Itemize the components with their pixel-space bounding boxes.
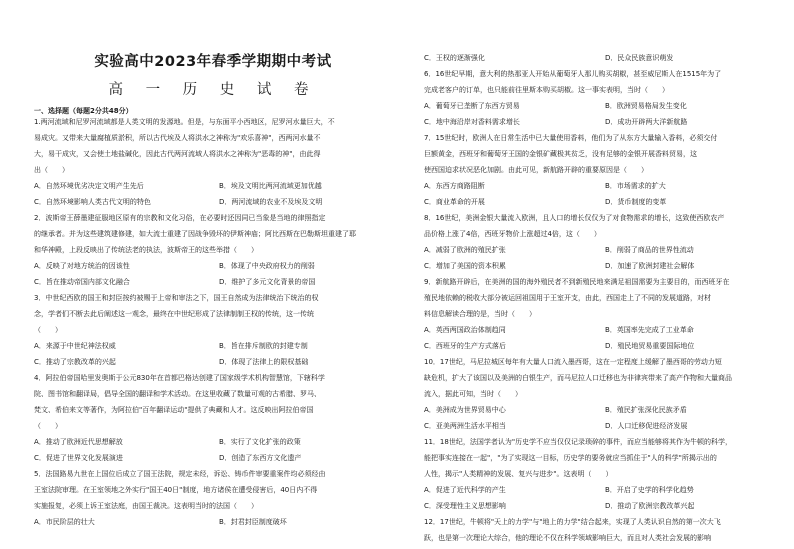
question-5 xyxy=(34,466,404,530)
option-b[interactable]: B．封君封臣制度破坏 xyxy=(219,518,287,526)
question-12 xyxy=(424,514,786,546)
question-line: 梵文、希伯来文等著作，为阿拉伯"百年翻译运动"提供了典藏和人才。这反映出阿拉伯帝国 xyxy=(34,406,314,414)
option-d[interactable]: D．推动了欧洲宗教改革兴起 xyxy=(605,502,695,510)
option-b[interactable]: B．埃及文明比两河流域更加优越 xyxy=(219,182,322,190)
option-b[interactable]: B．旨在排斥制欧的封建专制 xyxy=(219,342,308,350)
options xyxy=(424,98,786,130)
option-b[interactable]: B．殖民扩张深化民族矛盾 xyxy=(605,406,687,414)
question-line: 5．法国路易九世在上国位后成立了国王法院，规定未经，诉讼、铸币件审要重案件均必须经由 xyxy=(34,470,326,478)
question-line: 巨额黄金，西班牙和葡萄牙王国的金银矿藏极其贫乏，没有足够的金银开展香料贸易，这 xyxy=(424,150,697,158)
question-line: 跃，也是第一次理论大综合，他的理论不仅在科学领域影响巨大，而且对人类社会发展的影响 xyxy=(424,534,711,542)
option-d[interactable]: D．维护了多元文化背景的帝国 xyxy=(219,278,316,286)
option-a[interactable]: A．促进了近代科学的产生 xyxy=(424,486,506,494)
options xyxy=(424,482,786,514)
option-c[interactable]: C．促进了世界文化发展演进 xyxy=(34,454,123,462)
question-line: 11．18世纪，法国学者认为"历史学不应当仅仅记录琐碎的事件，而应当能够将其作为牛顿的科学， xyxy=(424,438,733,446)
question-line: 缺危机，扩大了该国以及美洲的白银生产，而马尼拉人口迁移也为非律宾带来了高产作物和大量商品 xyxy=(424,374,732,382)
option-b[interactable]: B．削弱了商品的世界性流动 xyxy=(605,246,694,254)
option-a[interactable]: A．反映了对地方统治的因该性 xyxy=(34,262,130,270)
question-7 xyxy=(424,130,786,210)
option-b[interactable]: B．英国率先完成了工业革命 xyxy=(605,326,694,334)
question-line: 能把事实连接在一起"，"为了实现这一目标，历史学的要务就应当抓住于"人的科学"所揭示出的 xyxy=(424,454,717,462)
question-line: 流入，据此可知，当时（ ） xyxy=(424,390,522,398)
option-c[interactable]: C．王权的逐渐强化 xyxy=(424,54,485,62)
question-line: 品价格上涨了4倍，西班牙物价上涨超过4倍，这（ ） xyxy=(424,230,601,238)
option-b[interactable]: B．实行了文化扩张的政策 xyxy=(219,438,301,446)
question-line: 出（ ） xyxy=(34,166,69,174)
option-c[interactable]: C．深受理性主义思想影响 xyxy=(424,502,506,510)
question-6 xyxy=(424,66,786,130)
option-a[interactable]: A．葡萄牙已垄断了东西方贸易 xyxy=(424,102,520,110)
question-11 xyxy=(424,434,786,514)
options xyxy=(424,50,786,66)
options xyxy=(424,178,786,210)
option-a[interactable]: A．市民阶层的壮大 xyxy=(34,518,95,526)
option-c[interactable]: C．商业革命的开展 xyxy=(424,198,485,206)
options xyxy=(424,242,786,274)
question-line: 完成老客户的订单，也只能前往里斯本购买胡椒。这一事实表明，当时（ ） xyxy=(424,86,669,94)
question-line: 大，易干成灾，又会使土地盐碱化，因此古代两河流域人将洪水之神称为"恶毒的神"，由此得 xyxy=(34,150,321,158)
question-line: （ ） xyxy=(34,422,62,430)
question-2 xyxy=(34,210,404,290)
options xyxy=(34,338,404,370)
question-line: 10．17世纪，马尼拉城区每年有大量人口流入墨西哥，这在一定程度上缓解了墨西哥的劳动力短 xyxy=(424,358,722,366)
option-d[interactable]: D．民众民族意识萌发 xyxy=(605,54,674,62)
question-line: 和华神殿，上段反映出了传统法老的执法，波斯帝王的这些举措（ ） xyxy=(34,246,258,254)
option-c[interactable]: C．地中海沿岸对香料需求增长 xyxy=(424,118,520,126)
question-line: 3．中世纪西欧的国王和封臣按约被赐于上帝和审法之下，国王自然成为法律统治下统治的权 xyxy=(34,294,319,302)
option-b[interactable]: B．欧洲贸易格局发生变化 xyxy=(605,102,687,110)
question-9 xyxy=(424,274,786,354)
question-line: 2．波斯帝王薛墨建征服地区原有的宗教和文化习俗，在必要时还因同已当象是当地的律照指定 xyxy=(34,214,326,222)
question-1 xyxy=(34,114,404,210)
question-line: 的继承者。并为这些建筑建修建，如大流士重建了因战争毁坏的伊斯神庙；阿比西斯在巴勒斯坦重建了耶 xyxy=(34,230,356,238)
option-a[interactable]: A．东西方商路阻断 xyxy=(424,182,485,190)
option-c[interactable]: C．旨在推动帝国内部文化融合 xyxy=(34,278,130,286)
option-b[interactable]: B．体现了中央政府权力的削弱 xyxy=(219,262,315,270)
exam-title: 实验高中2023年春季学期期中考试 xyxy=(94,54,332,70)
options xyxy=(34,434,404,466)
question-line: 院、图书馆和翻译局，倡导全国的翻译和学术活动。在这里收藏了数量可观的古希腊、罗马、 xyxy=(34,390,321,398)
options xyxy=(424,322,786,354)
question-line: 念，学者们不断去此后阐述这一观念，最终在中世纪形成了法律制制王权的传统，这一传统 xyxy=(34,310,314,318)
question-5-continued xyxy=(424,50,786,66)
option-a[interactable]: A．来源于中世纪神法权威 xyxy=(34,342,116,350)
question-line: 人性，揭示"人类精神的发展、复兴与进步"。这表明（ ） xyxy=(424,470,613,478)
section-heading: 一、选择题（每题2分共48分） xyxy=(34,107,133,115)
option-c[interactable]: C．亚美两洲生活水平相当 xyxy=(424,422,506,430)
question-10 xyxy=(424,354,786,434)
question-4 xyxy=(34,370,404,466)
question-line: 实施报复，必须上诉王室法庭，由国王裁决。这表明当时的法国（ ） xyxy=(34,502,258,510)
question-line: 王室法院审理。在王室领地之外实行"国王40日"制度，地方诸侯在遭受侵害后，40日内不得 xyxy=(34,486,318,494)
question-8 xyxy=(424,210,786,274)
option-c[interactable]: C．西班牙的生产方式落后 xyxy=(424,342,506,350)
question-line: 8．16世纪，美洲金银大量流入欧洲，且人口的增长仅仅为了对食物需求的增长，这致使西欧农产 xyxy=(424,214,725,222)
question-line: 12．17世纪，牛顿将"天上的力学"与"地上的力学"结合起来，实现了人类认识自然的第一次大飞 xyxy=(424,518,721,526)
option-d[interactable]: D．创造了东西方文化遗产 xyxy=(219,454,302,462)
options xyxy=(34,178,404,210)
option-b[interactable]: B．开启了史学的科学化趋势 xyxy=(605,486,694,494)
options xyxy=(34,258,404,290)
question-line: 使西国迫求状况恶化加剧。由此可见，新航路开辟的重要原因是（ ） xyxy=(424,166,648,174)
question-line: 6．16世纪早期，意大利的热那亚人开始从葡萄牙人那儿购买胡椒，甚至威尼斯人在1515年为了 xyxy=(424,70,722,78)
option-d[interactable]: D．殖民地贸易重要国际地位 xyxy=(605,342,695,350)
question-line: 殖民地依赖的税收大部分被运回祖国用于王室开支，由此，西国走上了不同的发展道路，对材 xyxy=(424,294,711,302)
option-d[interactable]: D．成功开辟两大洋新航路 xyxy=(605,118,688,126)
option-b[interactable]: B．市场需求的扩大 xyxy=(605,182,666,190)
option-d[interactable]: D．人口迁移促进经济发展 xyxy=(605,422,688,430)
question-line: 易成灾。又带来大量腐植质淤积，所以古代埃及人将洪水之神称为"欢乐喜神"，西两河水量不 xyxy=(34,134,321,142)
question-line: 料信息解读合理的是，当时（ ） xyxy=(424,310,536,318)
option-a[interactable]: A．美洲成为世界贸易中心 xyxy=(424,406,506,414)
exam-subtitle: 高 一 历 史 试 卷 xyxy=(108,82,318,98)
option-c[interactable]: C．自然环境影响人类古代文明的特色 xyxy=(34,198,151,206)
question-3 xyxy=(34,290,404,370)
question-line: 4．阿拉伯帝国哈里发奥斯于公元830年在首都巴格达创建了国家级学术机构智慧馆，下辖科学 xyxy=(34,374,325,382)
options xyxy=(34,514,404,530)
option-a[interactable]: A．自然环境优劣决定文明产生先后 xyxy=(34,182,144,190)
option-c[interactable]: C．推动了宗教改革的兴起 xyxy=(34,358,116,366)
option-c[interactable]: C．增加了美国的资本积累 xyxy=(424,262,506,270)
options xyxy=(424,402,786,434)
option-a[interactable]: A．英西两国政治体制趋同 xyxy=(424,326,506,334)
question-line: 9．新航路开辟后，在美洲的国的海外殖民者不到新殖民地来满足祖国需要为主要目的，而西班牙在 xyxy=(424,278,730,286)
question-line: （ ） xyxy=(34,326,62,334)
question-line: 1.两河流域和尼罗河流域都是人类文明的发源地。但是，与东面平小西地区，尼罗河水量巨大，不 xyxy=(34,118,335,126)
option-a[interactable]: A．推动了欧洲近代思想解放 xyxy=(34,438,123,446)
option-d[interactable]: D．货币制度的变革 xyxy=(605,198,667,206)
option-a[interactable]: A．减弱了欧洲的殖民扩张 xyxy=(424,246,506,254)
option-d[interactable]: D．两河流域的农业不及埃及文明 xyxy=(219,198,323,206)
option-d[interactable]: D．体现了法律上的限权基础 xyxy=(219,358,309,366)
option-d[interactable]: D．加速了欧洲封建社会解体 xyxy=(605,262,695,270)
question-line: 7．15世纪时，欧洲人在日常生活中已大量使用香料，他们为了从东方大量输入香料，必须交付 xyxy=(424,134,718,142)
